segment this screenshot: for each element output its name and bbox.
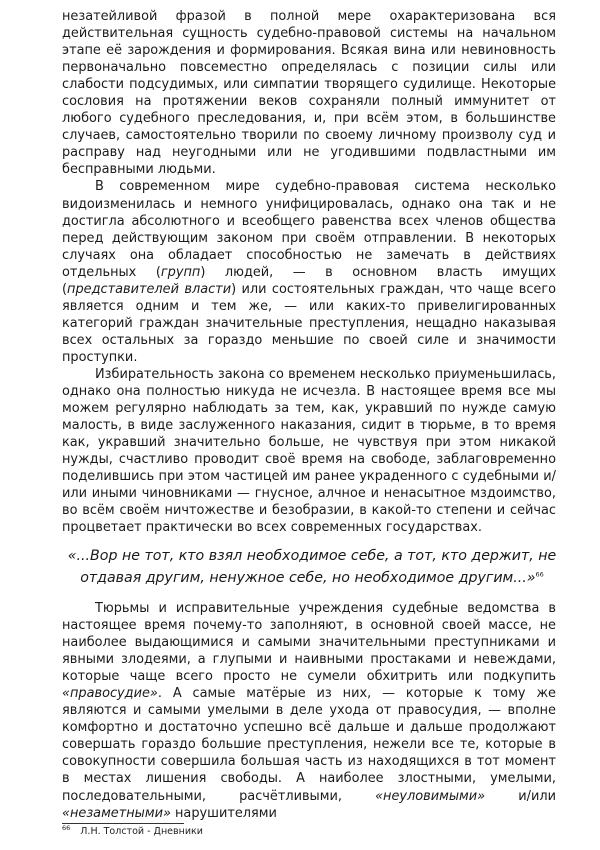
epigraph-quote: «...Вор не тот, кто взял необходимое себе, а тот, кто держит, не отдавая другим, ненужное себе, но необходимое другим...»$^{66}$ — [67, 548, 557, 586]
italic-term: групп — [160, 264, 201, 280]
footnote-text: Л.Н. Толстой - Дневники — [80, 826, 203, 837]
italic-term: «неуловимыми» — [375, 788, 486, 804]
body-text — [62, 8, 556, 536]
footnote-number: 66 — [62, 823, 71, 832]
italic-term: представителей власти — [67, 281, 232, 297]
paragraph-1: незатейливой фразой в полной мере охарактеризована вся действительная сущность судебно-правовой системы на начальном этапе её зарождения и формирования. Всякая вина или невиновность первоначально повсеместно определялась с позиции силы или слабости подсудимых, или симпатии творящего судилище. Некоторые сословия на протяжении веков сохраняли полный иммунитет от любого судебного преследования, и, при всём этом, в большинстве случаев, самостоятельно творили по своему личному произволу суд и расправу над неугодными или не угодившими подвластными им бесправными людьми. — [62, 9, 556, 178]
paragraph-2: В современном мире судебно-правовая система несколько видоизменилась и немного унифицировалась, однако она так и не достигла абсолютного и всеобщего равенства всех членов общества перед действующим законом при своём отправлении. В некоторых случаях она обладает способностью не замечать в действиях отдельных (групп) людей, — в основном власть имущих (представителей власти) или состоятельных граждан, что чаще всего является одним и тем же, — или каких-то привелигированных категорий граждан значительные преступления, нещадно наказывая всех остальных за гораздо меньшие по своей силе и значимости проступки. — [62, 179, 557, 365]
footnote-divider — [62, 823, 184, 824]
footnote — [62, 823, 203, 838]
paragraph-4: Тюрьмы и исправительные учреждения судебные ведомства в настоящее время почему-то заполняют, в основной своей массе, не наиболее выдающимися и самыми значительными преступниками и явными злодеями, а глупыми и наивными простаками и невеждами, которые чаще всего просто не сумели обхитрить или подкупить «правосудие». А самые матёрые из них, — которые к тому же являются и самыми умелыми в деле ухода от правосудия, — вполне комфортно и достаточно успешно всё дальше и дальше продолжают совершать гораздо большие преступления, нежели все те, которые в совокупности совершила большая часть из находящихся в тот момент в местах лишения свободы. А наиболее злостными, умелыми, последовательными, расчётливыми, «неуловимыми» и/или «незаметными» нарушителями — [62, 601, 556, 821]
italic-term: «незаметными» — [62, 805, 171, 821]
footnote-ref: 66 — [535, 569, 544, 578]
italic-term: «правосудие» — [62, 686, 158, 702]
paragraph-3: Избирательность закона со временем несколько приуменьшилась, однако она полностью никуда не исчезла. В настоящее время все мы можем регулярно наблюдать за тем, как, укравший по нужде самую малость, в виде заслуженного наказания, сидит в тюрьме, в то время как, укравший значительно больше, не чувствуя при этом никакой нужды, счастливо проводит своё время на свободе, заблаговременно поделившись при этом частицей им ранее украденного с судебными и/или иными чиновниками — гнусное, алчное и ненасытное мздоимство, во всём своём ничтожестве и безобразии, в какой-то степени и сейчас процветает практически во всех современных государствах. — [62, 366, 556, 536]
